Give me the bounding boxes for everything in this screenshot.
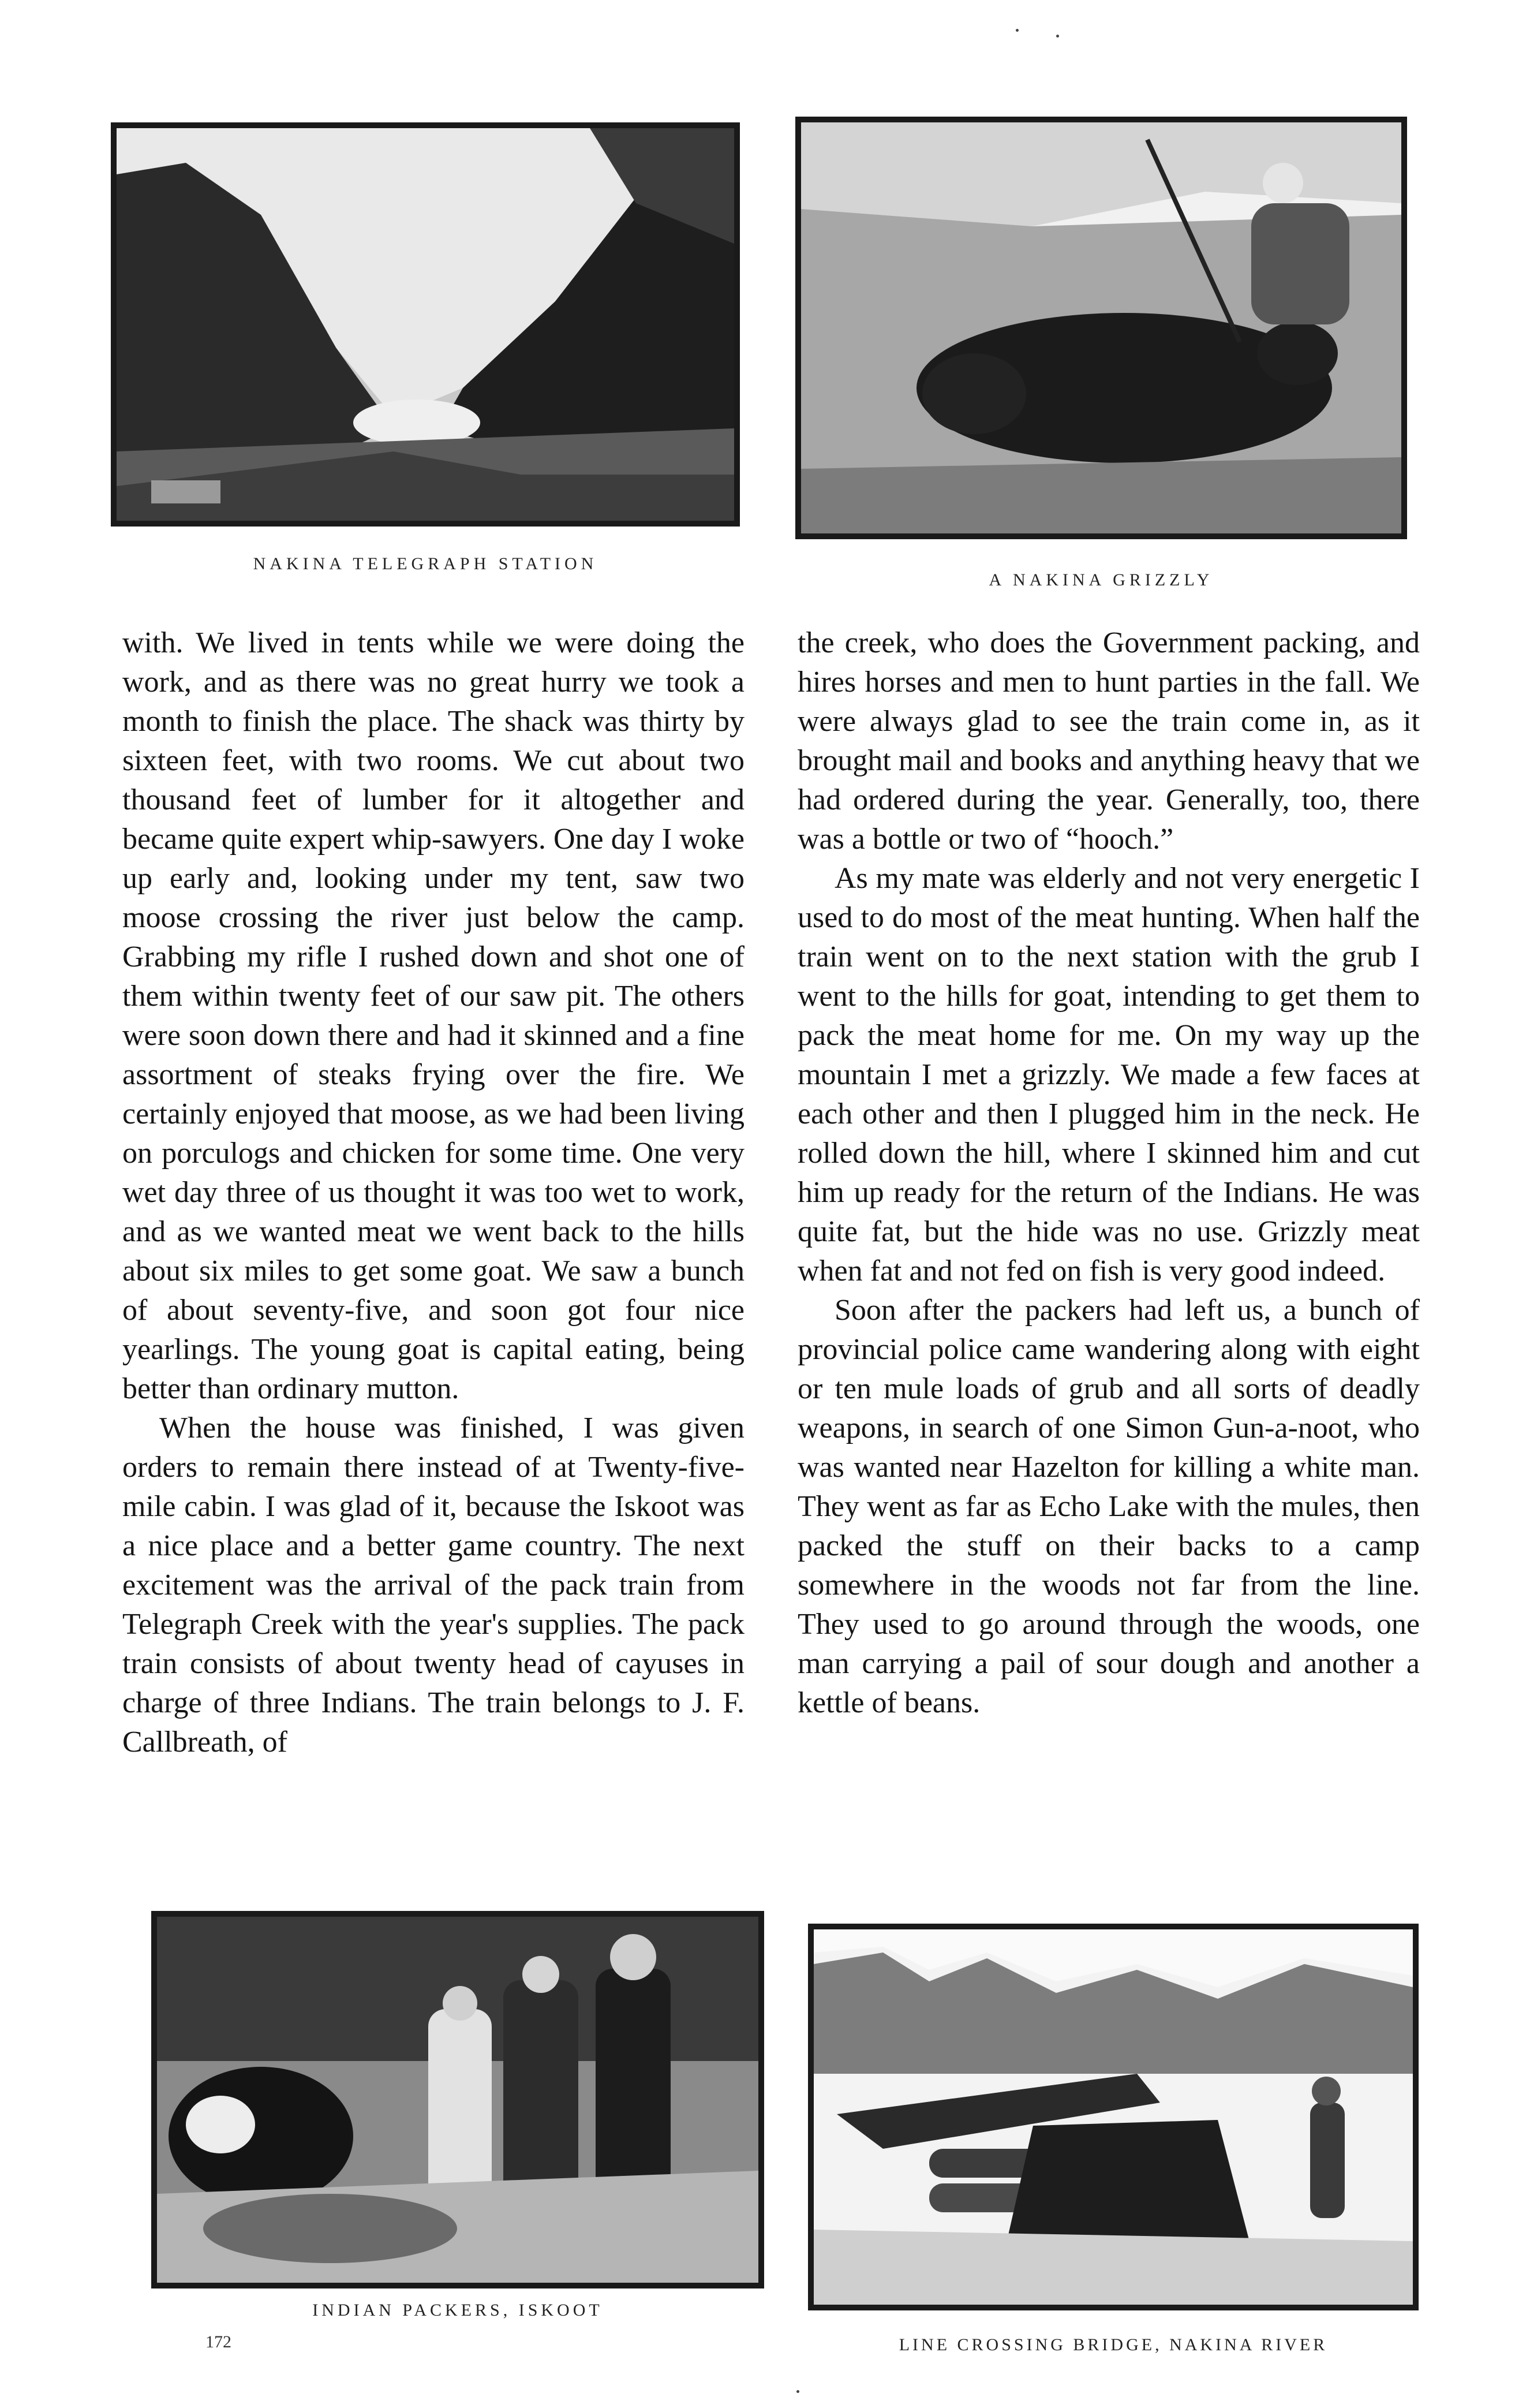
telegraph-station-caption: NAKINA TELEGRAPH STATION bbox=[253, 554, 598, 573]
print-speck bbox=[1016, 29, 1019, 32]
packers-image bbox=[157, 1917, 758, 2283]
left-paragraph-2: When the house was finished, I was given orders to remain there instead of at Twenty-five-mile cabin. I was glad of it, because the Iskoot was a nice place and a better game country. The next excitement was the arrival of the pack train from Telegraph Creek with the year's supplies. The pack train consists of about twenty head of cayuses in charge of three Indians. The train belongs to J. F. Callbreath, of bbox=[122, 1412, 745, 1759]
bridge-photo bbox=[808, 1924, 1419, 2310]
grizzly-image bbox=[801, 122, 1401, 533]
packers-caption: INDIAN PACKERS, ISKOOT bbox=[312, 2301, 603, 2320]
left-paragraph-1: with. We lived in tents while we were doing the work, and as there was no great hurry we took a month to finish the place. The shack was thirty by sixteen feet, with two rooms. We cut about two thousand feet of lumber for it altogether and became quite expert whip-sawyers. One day I woke up early and, looking under my tent, saw two moose crossing the river just below the camp. Grabbing my rifle I rushed down and shot one of them within twenty feet of our saw pit. The others were soon down there and had it skinned and a fine assortment of steaks frying over the fire. We certainly enjoyed that moose, as we had been living on porculogs and chicken for some time. One very wet day three of us thought it was too wet to work, and as we wanted meat we went back to the hills about six miles to get some goat. We saw a bunch of about seventy-five, and soon got four nice yearlings. The young goat is capital eating, being better than ordinary mutton. bbox=[122, 626, 745, 1405]
telegraph-station-image bbox=[117, 128, 734, 521]
right-text-column bbox=[798, 624, 1420, 1723]
right-paragraph-1: the creek, who does the Government packing, and hires horses and men to hunt parties in the fall. We were always glad to see the train come in, as it brought mail and books and anything heavy that we had ordered during the year. Generally, too, there was a bottle or two of “hooch.” bbox=[798, 626, 1420, 856]
print-speck bbox=[796, 2390, 799, 2393]
grizzly-caption: A NAKINA GRIZZLY bbox=[989, 570, 1214, 589]
bridge-caption: LINE CROSSING BRIDGE, NAKINA RIVER bbox=[899, 2335, 1328, 2354]
right-paragraph-2: As my mate was elderly and not very energetic I used to do most of the meat hunting. When half the train went on to the next station with the grub I went to the hills for goat, intending to get them to pack the meat home for me. On my way up the mountain I met a grizzly. We made a few faces at each other and then I plugged him in the neck. He rolled down the hill, where I skinned him and cut him up ready for the return of the Indians. He was quite fat, but the hide was no use. Grizzly meat when fat and not fed on fish is very good indeed. bbox=[798, 862, 1420, 1287]
packers-photo bbox=[151, 1911, 764, 2288]
print-speck bbox=[1056, 35, 1059, 38]
page-number: 172 bbox=[205, 2332, 231, 2351]
bridge-image bbox=[814, 1929, 1413, 2305]
right-paragraph-3: Soon after the packers had left us, a bunch of provincial police came wandering along with eight or ten mule loads of grub and all sorts of deadly weapons, in search of one Simon Gun-a-noot, who was wanted near Hazelton for killing a white man. They went as far as Echo Lake with the mules, then packed the stuff on their backs to a camp somewhere in the woods not far from the line. They used to go around through the woods, one man carrying a pail of sour dough and another a kettle of beans. bbox=[798, 1294, 1420, 1719]
left-text-column bbox=[122, 624, 745, 1762]
grizzly-photo bbox=[795, 117, 1407, 539]
telegraph-station-photo bbox=[111, 122, 740, 527]
